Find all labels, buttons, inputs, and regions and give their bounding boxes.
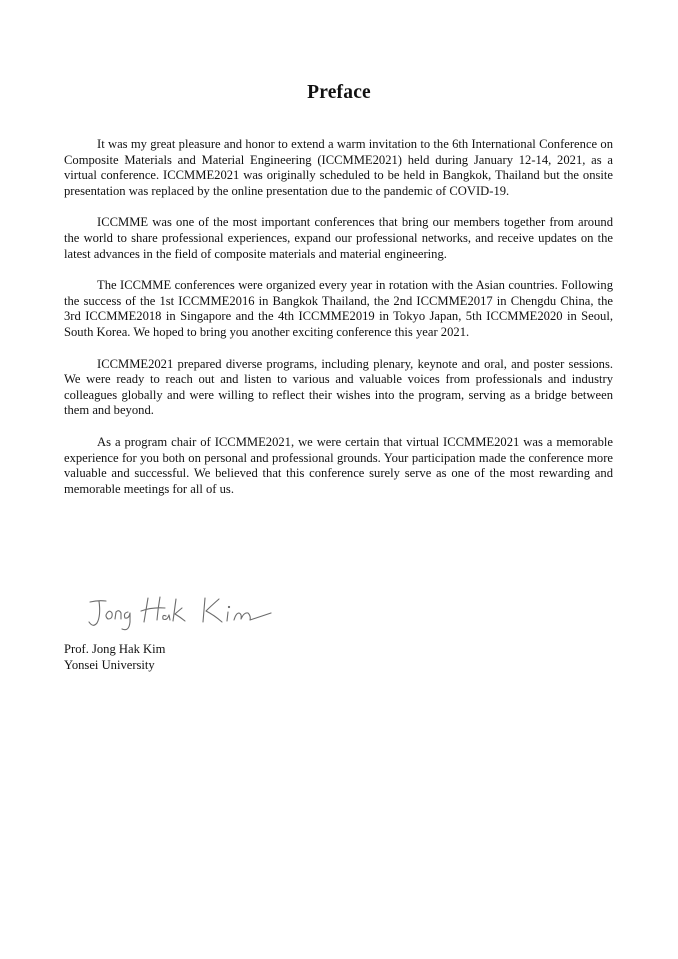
paragraph-3: The ICCMME conferences were organized every year in rotation with the Asian countries. Following the success of the 1st ICCMME2016 in Bangkok Thailand, the 2nd ICCMME2017 in Chengdu China, the 3rd ICCMME2018 in Singapore and the 4th ICCMME2019 in Tokyo Japan, 5th ICCMME2020 in Seoul, South Korea. We hoped to bring you another exciting conference this year 2021.: [64, 278, 613, 339]
handwritten-signature: [86, 592, 286, 636]
paragraph-1: It was my great pleasure and honor to extend a warm invitation to the 6th International Conference on Composite Materials and Material Engineering (ICCMME2021) held during January 12-14, 2021, as a virtual conference. ICCMME2021 was originally scheduled to be held in Bangkok, Thailand but the onsite presentation was replaced by the online presentation due to the pandemic of COVID-19.: [64, 137, 613, 198]
signer-block: [64, 642, 165, 673]
signer-affiliation: Yonsei University: [64, 657, 155, 672]
preface-body: [64, 137, 613, 513]
paragraph-2: ICCMME was one of the most important conferences that bring our members together from around the world to share professional experiences, expand our professional networks, and receive updates on the latest advances in the field of composite materials and material engineering.: [64, 215, 613, 261]
signer-name: Prof. Jong Hak Kim: [64, 642, 166, 656]
paragraph-5: As a program chair of ICCMME2021, we were certain that virtual ICCMME2021 was a memorable experience for you both on personal and professional grounds. Your participation made the conference more valuable and successful. We believed that this conference surely serve as one of the most rewarding and memorable meetings for all of us.: [64, 434, 613, 496]
paragraph-4: ICCMME2021 prepared diverse programs, including plenary, keynote and oral, and poster sessions. We were ready to reach out and listen to various and valuable voices from professionals and industry colleagues globally and were willing to reflect their wishes into the program, serving as a bridge between them and beyond.: [64, 356, 613, 418]
page-title: Preface: [307, 82, 371, 103]
